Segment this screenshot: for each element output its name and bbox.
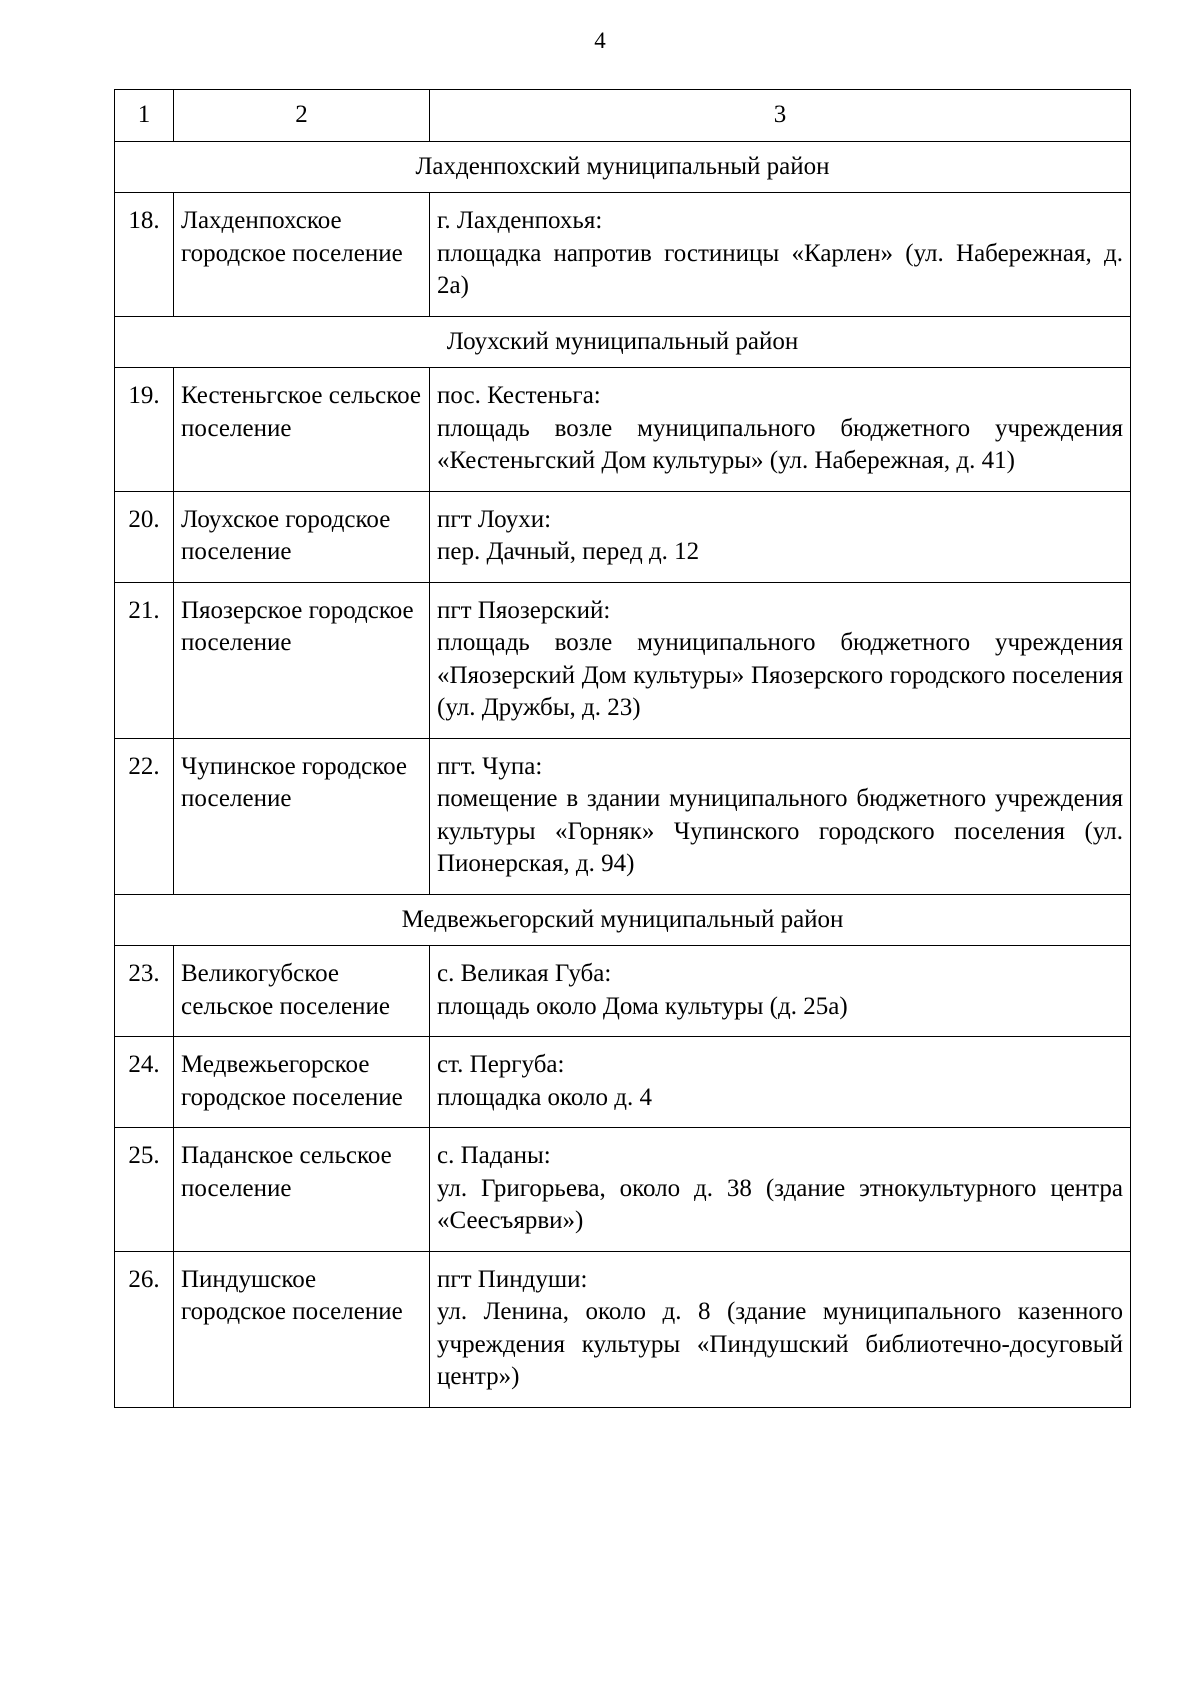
table-row (115, 1251, 1131, 1407)
address: площадь возле муниципального бюджетного учреждения «Кестеньгский Дом культуры» (ул. Набережная, д. 41) (437, 414, 1123, 474)
location-cell (430, 193, 1131, 317)
district-row (115, 894, 1131, 946)
row-number: 22. (115, 738, 174, 894)
table-row (115, 491, 1131, 582)
locality: ст. Пергуба: (437, 1051, 565, 1078)
address: площадь возле муниципального бюджетного учреждения «Пяозерский Дом культуры» Пяозерского городского поселения (ул. Дружбы, д. 23) (437, 629, 1123, 721)
settlement-name: Медвежьегорское городское поселение (174, 1037, 430, 1128)
locality: пос. Кестеньга: (437, 382, 601, 409)
settlement-name: Пяозерское городское поселение (174, 582, 430, 738)
district-row (115, 316, 1131, 368)
row-number: 20. (115, 491, 174, 582)
address: ул. Григорьева, около д. 38 (здание этнокультурного центра «Сеесъярви») (437, 1174, 1123, 1234)
table-row (115, 1037, 1131, 1128)
table-row (115, 738, 1131, 894)
settlement-name: Чупинское городское поселение (174, 738, 430, 894)
row-number: 23. (115, 946, 174, 1037)
location-cell (430, 1128, 1131, 1252)
address: помещение в здании муниципального бюджетного учреждения культуры «Горняк» Чупинского городского поселения (ул. Пионерская, д. 94) (437, 785, 1123, 877)
settlement-name: Лахденпохское городское поселение (174, 193, 430, 317)
settlement-name: Лоухское городское поселение (174, 491, 430, 582)
settlement-name: Великогубское сельское поселение (174, 946, 430, 1037)
location-cell (430, 738, 1131, 894)
row-number: 25. (115, 1128, 174, 1252)
address: пер. Дачный, перед д. 12 (437, 538, 700, 565)
table-row (115, 946, 1131, 1037)
row-number: 24. (115, 1037, 174, 1128)
address: ул. Ленина, около д. 8 (здание муниципального казенного учреждения культуры «Пиндушский библиотечно-досуговый центр») (437, 1298, 1123, 1390)
table-row (115, 368, 1131, 492)
locations-table (114, 89, 1131, 1408)
district-name: Медвежьегорский муниципальный район (115, 894, 1131, 946)
table-header-row (115, 90, 1131, 142)
row-number: 21. (115, 582, 174, 738)
row-number: 18. (115, 193, 174, 317)
settlement-name: Пиндушское городское поселение (174, 1251, 430, 1407)
header-col-1: 1 (115, 90, 174, 142)
locality: г. Лахденпохья: (437, 207, 603, 234)
location-cell (430, 1037, 1131, 1128)
location-cell (430, 582, 1131, 738)
locality: пгт Лоухи: (437, 505, 552, 533)
locality: пгт Пиндуши: (437, 1265, 588, 1293)
location-cell (430, 491, 1131, 582)
district-name: Лахденпохский муниципальный район (115, 141, 1131, 193)
district-name: Лоухский муниципальный район (115, 316, 1131, 368)
page-number: 4 (594, 28, 606, 53)
address: площадь около Дома культуры (д. 25а) (437, 992, 848, 1020)
locality: с. Великая Губа: (437, 960, 612, 987)
row-number: 19. (115, 368, 174, 492)
locality: пгт. Чупа: (437, 752, 543, 780)
row-number: 26. (115, 1251, 174, 1407)
table-row (115, 582, 1131, 738)
address: площадка напротив гостиницы «Карлен» (ул. Набережная, д. 2а) (437, 239, 1123, 299)
locality: с. Паданы: (437, 1142, 551, 1169)
settlement-name: Паданское сельское поселение (174, 1128, 430, 1252)
location-cell (430, 368, 1131, 492)
location-cell (430, 1251, 1131, 1407)
locality: пгт Пяозерский: (437, 596, 611, 624)
header-col-3: 3 (430, 90, 1131, 142)
header-col-2: 2 (174, 90, 430, 142)
table-row (115, 193, 1131, 317)
location-cell (430, 946, 1131, 1037)
district-row (115, 141, 1131, 193)
table-row (115, 1128, 1131, 1252)
address: площадка около д. 4 (437, 1083, 653, 1111)
settlement-name: Кестеньгское сельское поселение (174, 368, 430, 492)
